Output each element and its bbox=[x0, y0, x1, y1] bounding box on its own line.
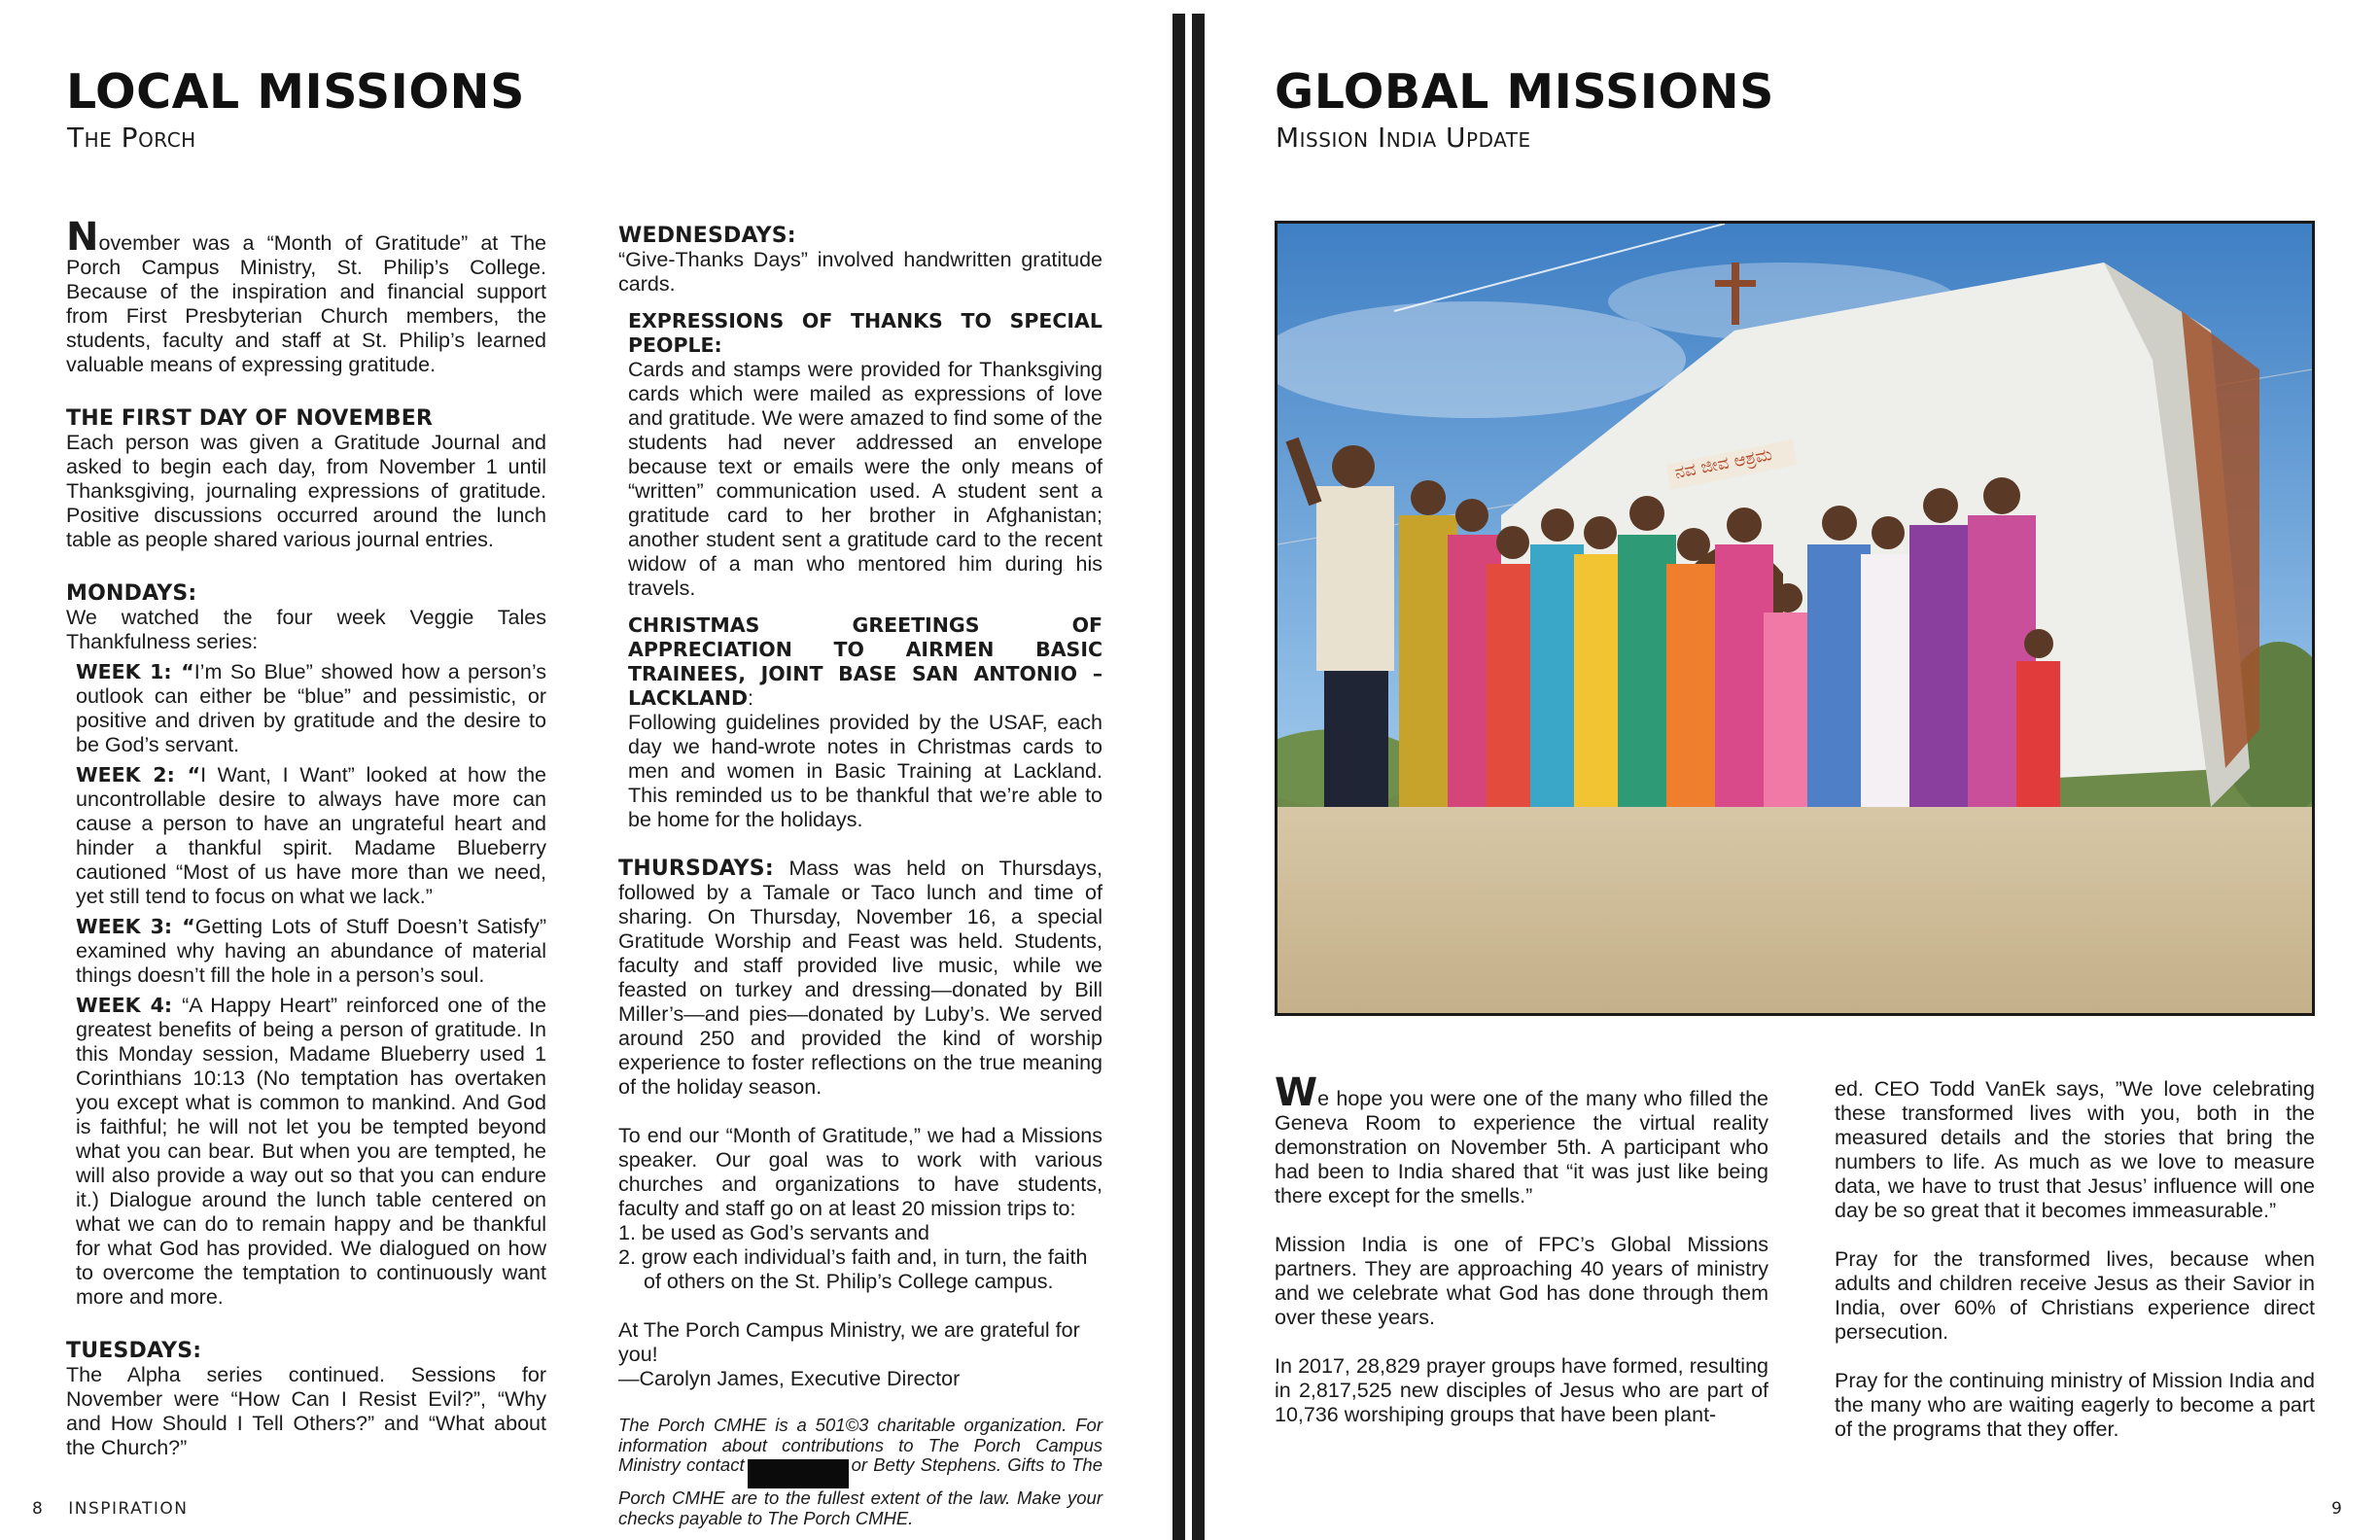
goal-item: 2. grow each individual’s faith and, in turn, the faith of others on the St. Philip’s College campus. bbox=[618, 1245, 1088, 1293]
week-4-text: “A Happy Heart” reinforced one of the greatest benefits of being a person of gratitude. In this Monday session, Madame Blueberry used 1 Corinthians 10:13 (No temptation has overtaken you except what is common to mankind. And God is faithful; he will not let you be tempted beyond what you can bear. But when you are tempted, he will also provide a way out so that you can endure it.) Dialogue around the lunch table centered on what we can do to remain happy and be thankful for what God has provided. We dialogued on how to overcome the temptation to continuously want more and more. bbox=[76, 994, 546, 1309]
thursdays-paragraph bbox=[618, 857, 1102, 1100]
footer-section: INSPIRATION bbox=[68, 1499, 189, 1519]
contribution-note bbox=[618, 1416, 1102, 1528]
week-3-label: WEEK 3: “ bbox=[76, 915, 195, 938]
church-sign-text: ನವ ಜೀವ ಆಶ್ರಮ bbox=[1672, 443, 1774, 483]
week-3-text: Getting Lots of Stuff Doesn’t Satisfy” examined why having an abundance of material things doesn’t fill the hole in a person’s soul. bbox=[76, 915, 546, 987]
week-2-label: WEEK 2: “ bbox=[76, 763, 201, 787]
left-page-number: 8 bbox=[32, 1499, 45, 1519]
christmas-block bbox=[618, 613, 1102, 832]
thursdays-heading: THURSDAYS: bbox=[618, 857, 774, 881]
tuesdays-text: The Alpha series continued. Sessions for November were “How Can I Resist Evil?”, “Why and How Should I Tell Others?” and “What about the Church?” bbox=[66, 1363, 546, 1459]
left-column-2 bbox=[618, 224, 1102, 1528]
christmas-colon: : bbox=[747, 686, 753, 710]
photo-illustration bbox=[1278, 224, 2312, 1013]
stats-paragraph: In 2017, 28,829 prayer groups have formed, resulting in 2,817,525 new disciples of Jesus who are part of 10,736 worshiping groups that have been plant- bbox=[1275, 1354, 1768, 1426]
week-4 bbox=[66, 994, 546, 1310]
dropcap-w: W bbox=[1275, 1070, 1318, 1115]
partner-paragraph: Mission India is one of FPC’s Global Missions partners. They are approaching 40 years of ministry and we celebrate what God has done through them over these years. bbox=[1275, 1233, 1768, 1329]
christmas-heading: CHRISTMAS GREETINGS OF APPRECIATION TO AIRMEN BASIC TRAINEES, JOINT BASE SAN ANTONIO – LACKLAND bbox=[628, 613, 1102, 710]
christmas-heading-line bbox=[628, 613, 1102, 711]
left-column-1 bbox=[66, 215, 547, 1460]
ceo-quote-paragraph: ed. CEO Todd VanEk says, ”We love celebrating these transformed lives with you, both in the measured details and the stories that bring the numbers to life. As much as we love to measure data, we have to trust that Jesus’ influence will one day be so great that it becomes immeasurable.” bbox=[1835, 1077, 2315, 1222]
note-part-3: to the fullest extent of the law. Make your checks payable to The Porch CMHE. bbox=[618, 1488, 1103, 1528]
left-page-subtitle: The Porch bbox=[67, 122, 196, 154]
right-page-subtitle: Mission India Update bbox=[1276, 122, 1531, 154]
right-column-1 bbox=[1275, 1070, 1768, 1427]
week-3 bbox=[66, 915, 546, 988]
left-page-title: LOCAL MISSIONS bbox=[66, 64, 525, 120]
week-1-text: I’m So Blue” showed how a person’s outlook can either be “blue” and pessimistic, or positive and driven by gratitude and the desire to be God’s servant. bbox=[76, 660, 547, 756]
week-4-label: WEEK 4: bbox=[76, 994, 183, 1017]
note-part-2: or Betty Stephens. Gifts to The Porch CMHE are bbox=[618, 1454, 1102, 1508]
first-day-heading: THE FIRST DAY OF NOVEMBER bbox=[66, 406, 434, 431]
right-column-2 bbox=[1835, 1077, 2315, 1442]
week-2 bbox=[66, 763, 546, 909]
vr-text: e hope you were one of the many who filled the Geneva Room to experience the virtual reality demonstration on November 5th. A participant who had been to India shared that “it was just like being there except for the smells.” bbox=[1275, 1087, 1768, 1208]
closing-thanks: At The Porch Campus Ministry, we are grateful for you! bbox=[618, 1318, 1080, 1366]
spine-bar-right bbox=[1192, 14, 1205, 1540]
christmas-text: Following guidelines provided by the USAF, each day we hand-wrote notes in Christmas cards to men and women in Basic Training at Lackland. This reminded us to be thankful that we’re able to be home for the holidays. bbox=[628, 711, 1102, 831]
first-day-text: Each person was given a Gratitude Journal and asked to begin each day, from November 1 until Thanksgiving, journaling expressions of gratitude. Positive discussions occurred around the lunch table as people shared various journal entries. bbox=[66, 431, 546, 551]
spine-bar-left bbox=[1172, 14, 1185, 1540]
thanks-text: Cards and stamps were provided for Thanksgiving cards which were mailed as expressions of love and gratitude. We were amazed to find some of the students had never addressed an envelope because text or emails were the only means of “written” communication used. A student sent a gratitude card to her brother in Afghanistan; another student sent a gratitude card to the recent widow of a man who mentored him during his travels. bbox=[628, 358, 1102, 600]
dropcap-n: N bbox=[66, 215, 99, 260]
week-1-label: WEEK 1: “ bbox=[76, 660, 194, 683]
week-1 bbox=[66, 660, 546, 757]
mondays-heading: MONDAYS: bbox=[66, 581, 197, 606]
goal-item: 1. be used as God’s servants and bbox=[618, 1221, 929, 1244]
redaction-bar bbox=[748, 1459, 849, 1488]
note-part-1: The Porch CMHE is a 501©3 charitable organization. For information about contributions to The Porch Campus Ministry contact bbox=[618, 1415, 1102, 1475]
mondays-text: We watched the four week Veggie Tales Thankfulness series: bbox=[66, 606, 546, 653]
thanks-block bbox=[618, 309, 1102, 601]
thanks-heading: EXPRESSIONS OF THANKS TO SPECIAL PEOPLE: bbox=[628, 309, 1102, 357]
vr-paragraph bbox=[1275, 1070, 1768, 1208]
right-footer bbox=[2331, 1499, 2343, 1519]
wednesdays-heading: WEDNESDAYS: bbox=[618, 224, 796, 248]
mission-india-photo bbox=[1275, 221, 2315, 1016]
closing-signature: —Carolyn James, Executive Director bbox=[618, 1367, 961, 1390]
wednesdays-text: “Give-Thanks Days” involved handwritten gratitude cards. bbox=[618, 248, 1102, 296]
right-page-title: GLOBAL MISSIONS bbox=[1275, 64, 1774, 120]
right-page-number: 9 bbox=[2331, 1499, 2344, 1519]
thursdays-text: Mass was held on Thursdays, followed by a Tamale or Taco lunch and time of sharing. On Thursday, November 16, a special Gratitude Worship and Feast was held. Students, faculty and staff provided live music, while we feasted on turkey and dressing—donated by Bill Miller’s—and pies—donated by Luby’s. We served around 250 and provided the kind of worship experience to foster reflections on the true meaning of the holiday season. bbox=[618, 857, 1102, 1099]
prayer-paragraph-1: Pray for the transformed lives, because when adults and children receive Jesus as their Savior in India, over 60% of Christians experience direct persecution. bbox=[1835, 1247, 2315, 1344]
week-2-text: I Want, I Want” looked at how the uncontrollable desire to always have more can cause a person to have an ungrateful heart and hinder a thankful spirit. Madame Blueberry cautioned “Most of us have more than we need, yet still tend to focus on what we lack.” bbox=[76, 763, 547, 908]
intro-paragraph bbox=[66, 215, 546, 377]
left-footer bbox=[32, 1499, 188, 1519]
prayer-paragraph-2: Pray for the continuing ministry of Mission India and the many who are waiting eagerly to become a part of the programs that they offer. bbox=[1835, 1369, 2315, 1441]
closing-text: To end our “Month of Gratitude,” we had a Missions speaker. Our goal was to work with various churches and organizations to have students, faculty and staff go on at least 20 mission trips to: bbox=[618, 1124, 1102, 1220]
intro-text: ovember was a “Month of Gratitude” at The Porch Campus Ministry, St. Philip’s College. Because of the inspiration and financial support from First Presbyterian Church members, the students, faculty and staff at St. Philip’s learned valuable means of expressing gratitude. bbox=[66, 231, 546, 376]
tuesdays-heading: TUESDAYS: bbox=[66, 1339, 202, 1363]
